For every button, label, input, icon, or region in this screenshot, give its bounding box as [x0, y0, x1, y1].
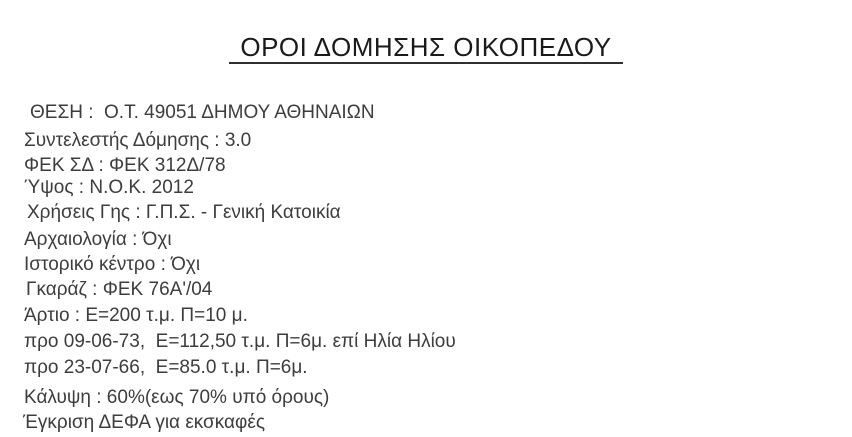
line-land-uses: Χρήσεις Γης : Γ.Π.Σ. - Γενική Κατοικία — [27, 202, 341, 223]
line-pre-1966-exception: προ 23-07-66, Ε=85.0 τ.μ. Π=6μ. — [24, 357, 308, 378]
line-pre-1973-exception: προ 09-06-73, Ε=112,50 τ.μ. Π=6μ. επί Ηλία Ηλίου — [24, 331, 456, 352]
line-height: Ύψος : Ν.Ο.Κ. 2012 — [24, 177, 194, 198]
line-defa-approval: Έγκριση ΔΕΦΑ για εκσκαφές — [23, 412, 265, 433]
line-fek-sd: ΦΕΚ ΣΔ : ΦΕΚ 312Δ/78 — [24, 155, 226, 176]
line-coverage: Κάλυψη : 60%(εως 70% υπό όρους) — [24, 387, 330, 408]
line-historic-center: Ιστορικό κέντρο : Όχι — [24, 254, 201, 275]
line-building-coefficient: Συντελεστής Δόμησης : 3.0 — [24, 130, 252, 151]
line-archaeology: Αρχαιολογία : Όχι — [24, 229, 172, 250]
line-location: ΘΕΣΗ : Ο.Τ. 49051 ΔΗΜΟΥ ΑΘΗΝΑΙΩΝ — [30, 102, 375, 123]
page-title: ΟΡΟΙ ΔΟΜΗΣΗΣ ΟΙΚΟΠΕΔΟΥ — [229, 32, 622, 64]
line-garage: Γκαράζ : ΦΕΚ 76Α'/04 — [26, 279, 213, 300]
line-buildable-plot: Άρτιο : Ε=200 τ.μ. Π=10 μ. — [24, 305, 248, 326]
